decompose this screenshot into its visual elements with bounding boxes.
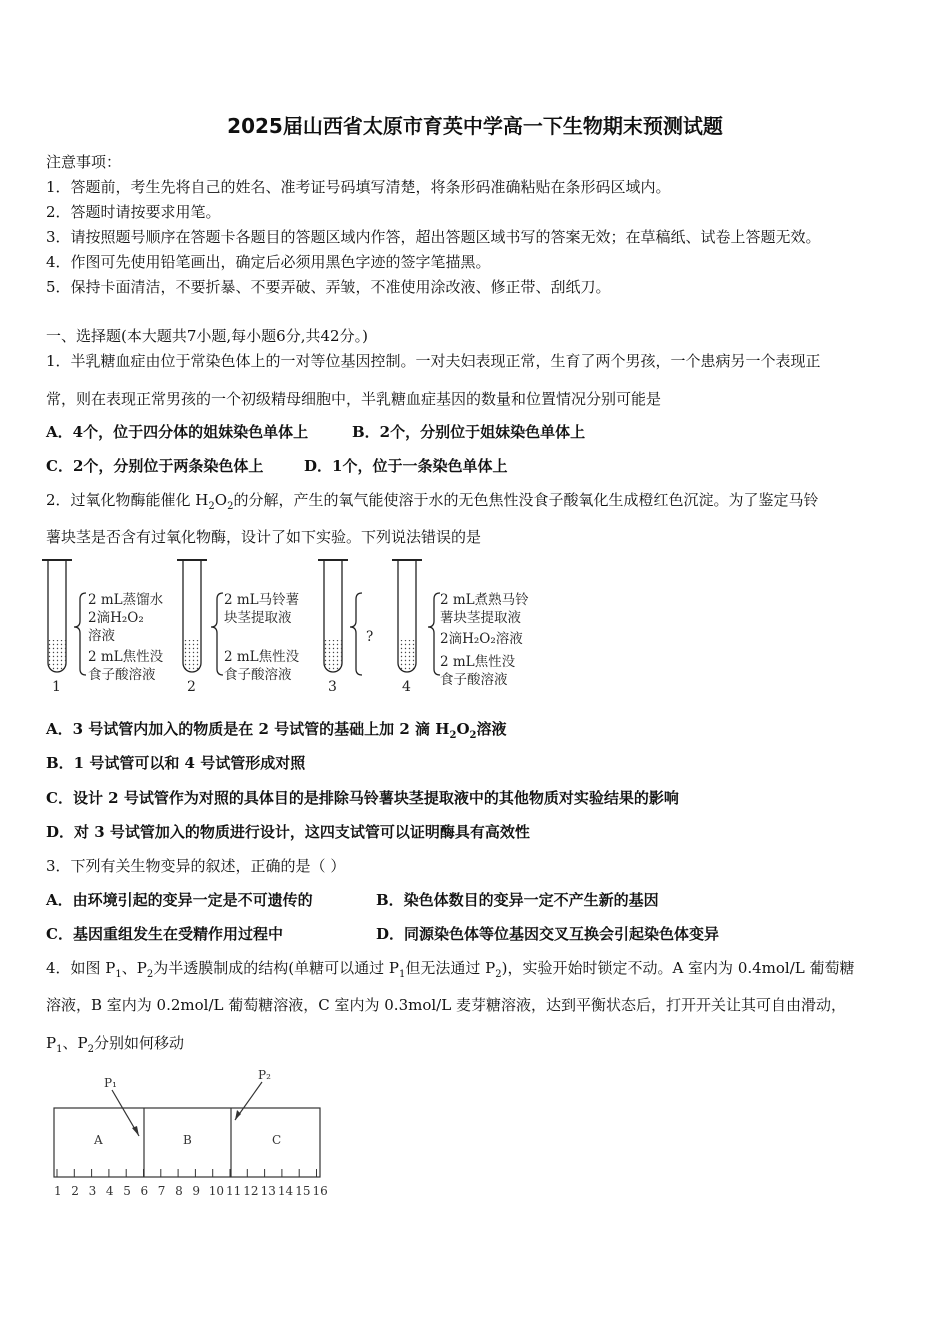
tube-1-bottom-1: 2 mL焦性没	[88, 649, 164, 665]
q4-stem-line2: 溶液，B 室内为 0.2mol/L 葡萄糖溶液，C 室内为 0.3mol/L 麦芽糖溶液，达到平衡状态后，打开开关让其可自由滑动，	[46, 996, 846, 1014]
chamber-a-label: A	[94, 1133, 103, 1147]
scale-label: 10	[208, 1184, 224, 1198]
scale-label: 14	[277, 1184, 294, 1198]
q3-stem: 3．下列有关生物变异的叙述，正确的是（ ）	[46, 857, 346, 875]
p2-label: P₂	[258, 1068, 271, 1082]
tube-1-top-1: 2 mL蒸馏水	[88, 592, 164, 608]
tube-2-bottom-2: 食子酸溶液	[224, 667, 292, 683]
notice-item-3: 3．请按照题号顺序在答题卡各题目的答题区域内作答，超出答题区域书写的答案无效；在草稿纸、试卷上答题无效。	[46, 228, 821, 246]
tube-4-number: 4	[402, 679, 411, 695]
q1-stem-line2: 常，则在表现正常男孩的一个初级精母细胞中，半乳糖血症基因的数量和位置情况分别可能是	[46, 390, 662, 408]
scale-label: 9	[192, 1184, 201, 1198]
scale-label: 7	[157, 1184, 166, 1198]
tube-1-bottom-2: 食子酸溶液	[88, 667, 156, 683]
tube-4-top-2: 薯块茎提取液	[440, 610, 521, 626]
q3-option-a: A．由环境引起的变异一定是不可遗传的	[46, 891, 313, 909]
scale-label: 6	[140, 1184, 149, 1198]
scale-label: 5	[123, 1184, 131, 1198]
tube-4-top-1: 2 mL煮熟马铃	[440, 592, 529, 608]
tube-1-number: 1	[52, 679, 61, 695]
q4-stem-line3: $P_1$、$P_2$分别如何移动	[46, 1034, 184, 1055]
q3-option-b: B．染色体数目的变异一定不产生新的基因	[376, 891, 659, 909]
scale-label: 8	[175, 1184, 183, 1198]
chamber-figure	[40, 1062, 340, 1202]
scale-label: 1	[54, 1184, 62, 1198]
q3-option-c: C．基因重组发生在受精作用过程中	[46, 925, 283, 943]
notice-item-5: 5．保持卡面清洁，不要折暴、不要弄破、弄皱，不准使用涂改液、修正带、刮纸刀。	[46, 278, 611, 296]
tube-4-bottom-1: 2 mL焦性没	[440, 654, 516, 670]
q2-option-b: B．1 号试管可以和 4 号试管形成对照	[46, 754, 306, 772]
tube-2-bottom-1: 2 mL焦性没	[224, 649, 300, 665]
q1-option-d: D．1个，位于一条染色单体上	[304, 457, 508, 475]
q4-stem-line1: 4．如图 $P_1$、$P_2$为半透膜制成的结构(单糖可以通过 $P_1$但无法通过 $P_2$)，实验开始时锁定不动。A 室内为 0.4mol/L 葡萄糖	[46, 959, 855, 980]
scale-label: 2	[71, 1184, 79, 1198]
test-tubes-figure	[40, 555, 560, 700]
chamber-c-label: C	[272, 1133, 282, 1147]
q2-option-d: D．对 3 号试管加入的物质进行设计，这四支试管可以证明酶具有高效性	[46, 823, 530, 841]
q1-option-b: B．2个，分别位于姐妹染色单体上	[352, 423, 586, 441]
page-title: 2025届山西省太原市育英中学高一下生物期末预测试题	[227, 114, 723, 138]
scale-label: 4	[105, 1184, 114, 1198]
tube-2-top-1: 2 mL马铃薯	[224, 592, 300, 608]
q2-option-a: A．3 号试管内加入的物质是在 2 号试管的基础上加 2 滴 $H_2O_2$溶液	[46, 720, 507, 741]
scale-label: 15	[295, 1184, 311, 1198]
scale-label: 11	[226, 1184, 242, 1198]
tube-3-number: 3	[328, 679, 337, 695]
q2-stem-line2: 薯块茎是否含有过氧化物酶，设计了如下实验。下列说法错误的是	[46, 528, 482, 546]
scale-label: 12	[243, 1184, 259, 1198]
tube-4-bottom-2: 食子酸溶液	[440, 672, 508, 688]
scale-label: 13	[260, 1184, 276, 1198]
tube-3-question: ?	[366, 629, 374, 645]
q1-stem-line1: 1．半乳糖血症由位于常染色体上的一对等位基因控制。一对夫妇表现正常，生育了两个男孩，一个患病另一个表现正	[46, 352, 821, 370]
tube-1-top-2: 2滴H₂O₂	[88, 610, 144, 626]
notice-item-2: 2．答题时请按要求用笔。	[46, 203, 221, 221]
tube-4-top-3: 2滴H₂O₂溶液	[440, 631, 523, 647]
p1-label: P₁	[104, 1076, 117, 1090]
q2-stem-line1: 2．过氧化物酶能催化 $H_2O_2$的分解，产生的氧气能使溶于水的无色焦性没食子酸氧化生成橙红色沉淀。为了鉴定马铃	[46, 491, 819, 512]
q1-option-a: A．4个，位于四分体的姐妹染色单体上	[46, 423, 309, 441]
q1-option-c: C．2个，分别位于两条染色体上	[46, 457, 264, 475]
tube-2-number: 2	[187, 679, 196, 695]
section-heading: 一、选择题(本大题共7小题,每小题6分,共42分。)	[46, 327, 368, 345]
chamber-b-label: B	[183, 1133, 192, 1147]
scale-label: 16	[312, 1184, 328, 1198]
notice-item-1: 1．答题前，考生先将自己的姓名、准考证号码填写清楚，将条形码准确粘贴在条形码区域内。	[46, 178, 671, 196]
tube-1-top-3: 溶液	[88, 628, 115, 644]
notice-item-4: 4．作图可先使用铅笔画出，确定后必须用黑色字迹的签字笔描黑。	[46, 253, 491, 271]
scale-label: 3	[88, 1184, 97, 1198]
notice-heading: 注意事项：	[46, 153, 122, 171]
tube-2-top-2: 块茎提取液	[224, 610, 292, 626]
q2-option-c: C．设计 2 号试管作为对照的具体目的是排除马铃薯块茎提取液中的其他物质对实验结果的影响	[46, 789, 679, 807]
q3-option-d: D．同源染色体等位基因交叉互换会引起染色体变异	[376, 925, 720, 943]
